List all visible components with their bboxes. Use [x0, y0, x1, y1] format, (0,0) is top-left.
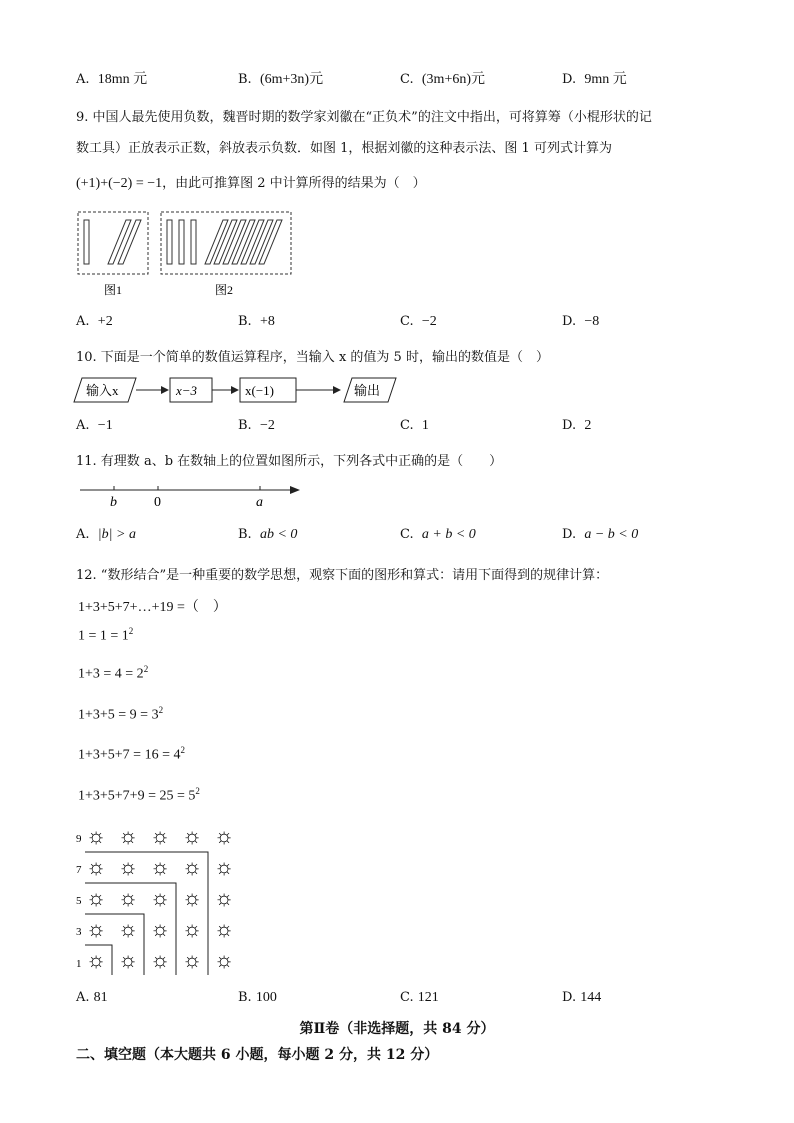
q12-equation-4: $1+3+5+7 = 16 = 4^2$ [78, 745, 185, 763]
sun-icon: ☼ [214, 885, 235, 910]
q9-counting-rods-figure [76, 210, 296, 300]
q10-choices [76, 418, 716, 438]
sun-icon: ☼ [214, 947, 235, 972]
fig1-slanted-rods [108, 220, 141, 264]
sun-icon: ☼ [150, 947, 171, 972]
q8-choice-d[interactable]: D. 9mn 元 [562, 72, 627, 87]
q10-choice-c[interactable]: C. 1 [400, 418, 429, 433]
q9-stem-line1: 9. 中国人最先使用负数，魏晋时期的数学家刘徽在“正负术”的注文中指出，可将算筹（小棍形状的记 [76, 110, 652, 125]
sun-icon: ☼ [182, 823, 203, 848]
row-label-9: 9 [76, 833, 82, 845]
sun-icon: ☼ [150, 823, 171, 848]
flow-step2-label: x(−1) [245, 383, 274, 398]
q9-choice-d[interactable]: D. −8 [562, 314, 600, 329]
q8-choices [76, 68, 716, 88]
row-label-3: 3 [76, 926, 82, 938]
axis-label-zero: 0 [154, 495, 161, 510]
sun-icon: ☼ [118, 916, 139, 941]
sun-icon: ☼ [118, 854, 139, 879]
q11-number-line [76, 478, 306, 512]
q12-question: 1+3+5+7+…+19 =（ ） [78, 600, 227, 615]
sun-icon: ☼ [86, 916, 107, 941]
axis-arrowhead [290, 486, 300, 494]
q12-star-grid-figure [72, 820, 252, 978]
q8-choice-b[interactable]: B. (6m+3n)元 [238, 72, 324, 87]
q8-choice-c[interactable]: C. (3m+6n)元 [400, 72, 485, 87]
part2-title: 第Ⅱ卷（非选择题，共 84 分） [299, 1021, 495, 1037]
q9-stem-line2: 数工具）正放表示正数，斜放表示负数．如图 1，根据刘徽的这种表示法、图 1 可列式计算为 [76, 141, 612, 156]
q12-equation-3: $1+3+5 = 9 = 3^2$ [78, 705, 164, 723]
axis-label-b: b [110, 495, 117, 510]
sun-icon: ☼ [118, 823, 139, 848]
flow-step1-label: x−3 [176, 383, 198, 398]
q10-flowchart [72, 374, 402, 406]
q11-choice-a[interactable]: A. |b| > a [76, 527, 136, 542]
sun-icon: ☼ [182, 885, 203, 910]
sun-icon: ☼ [86, 947, 107, 972]
sun-icon: ☼ [182, 854, 203, 879]
q10-choice-d[interactable]: D. 2 [562, 418, 592, 433]
q12-equation-2: $1+3 = 4 = 2^2$ [78, 664, 149, 682]
sun-icon: ☼ [214, 823, 235, 848]
row-label-7: 7 [76, 864, 82, 876]
section-fill-in-heading: 二、填空题（本大题共 6 小题，每小题 2 分，共 12 分） [76, 1047, 439, 1063]
q12-stem: 12. “数形结合”是一种重要的数学思想，观察下面的图形和算式：请用下面得到的规律计算： [76, 568, 609, 583]
flow-output-label: 输出 [354, 383, 381, 398]
row-label-5: 5 [76, 895, 82, 907]
q11-stem: 11. 有理数 a、b 在数轴上的位置如图所示，下列各式中正确的是（ ） [76, 454, 503, 469]
sun-icon: ☼ [214, 854, 235, 879]
q9-equation: (+1)+(−2) = −1 [76, 176, 163, 191]
fig2-label: 图2 [215, 283, 234, 297]
sun-icon: ☼ [118, 885, 139, 910]
q9-choice-c[interactable]: C. −2 [400, 314, 437, 329]
q9-choice-a[interactable]: A. +2 [76, 314, 113, 329]
q8-choice-a[interactable]: A. 18mn 元 [76, 72, 148, 87]
q10-choice-a[interactable]: A. −1 [76, 418, 113, 433]
fig1-label: 图1 [104, 283, 123, 297]
sun-icon: ☼ [182, 916, 203, 941]
sun-icon: ☼ [86, 854, 107, 879]
row-label-1: 1 [76, 958, 82, 970]
q12-equation-5: $1+3+5+7+9 = 25 = 5^2$ [78, 786, 200, 804]
flow-input-label: 输入x [86, 383, 119, 398]
q12-equation-1: $1 = 1 = 1^2$ [78, 626, 134, 644]
q12-choice-c[interactable]: C. 121 [400, 990, 439, 1005]
q10-choice-b[interactable]: B. −2 [238, 418, 275, 433]
sun-icon: ☼ [182, 947, 203, 972]
q12-choice-b[interactable]: B. 100 [238, 990, 277, 1005]
axis-label-a: a [256, 495, 263, 510]
q11-choices [76, 527, 716, 547]
q11-choice-c[interactable]: C. a + b < 0 [400, 527, 476, 542]
q11-choice-b[interactable]: B. ab < 0 [238, 527, 298, 542]
fig2-upright-rods [167, 220, 196, 264]
sun-icon: ☼ [214, 916, 235, 941]
fig1-upright-rod [84, 220, 89, 264]
sun-icon: ☼ [150, 916, 171, 941]
sun-icon: ☼ [150, 885, 171, 910]
sun-symbols [86, 823, 234, 972]
sun-icon: ☼ [150, 854, 171, 879]
q9-choice-b[interactable]: B. +8 [238, 314, 275, 329]
q11-choice-d[interactable]: D. a − b < 0 [562, 527, 639, 542]
sun-icon: ☼ [86, 823, 107, 848]
q10-stem: 10. 下面是一个简单的数值运算程序，当输入 x 的值为 5 时，输出的数值是（ ） [76, 350, 549, 365]
q12-choice-a[interactable]: A. 81 [76, 990, 108, 1005]
q9-choices [76, 314, 716, 334]
sun-icon: ☼ [118, 947, 139, 972]
q9-stem-line3 [76, 172, 426, 192]
fig2-slanted-rods [205, 220, 282, 264]
sun-icon: ☼ [86, 885, 107, 910]
q9-stem-tail: ，由此可推算图 2 中计算所得的结果为（ ） [162, 176, 426, 191]
q12-choice-d[interactable]: D. 144 [562, 990, 602, 1005]
q12-choices [76, 990, 716, 1010]
